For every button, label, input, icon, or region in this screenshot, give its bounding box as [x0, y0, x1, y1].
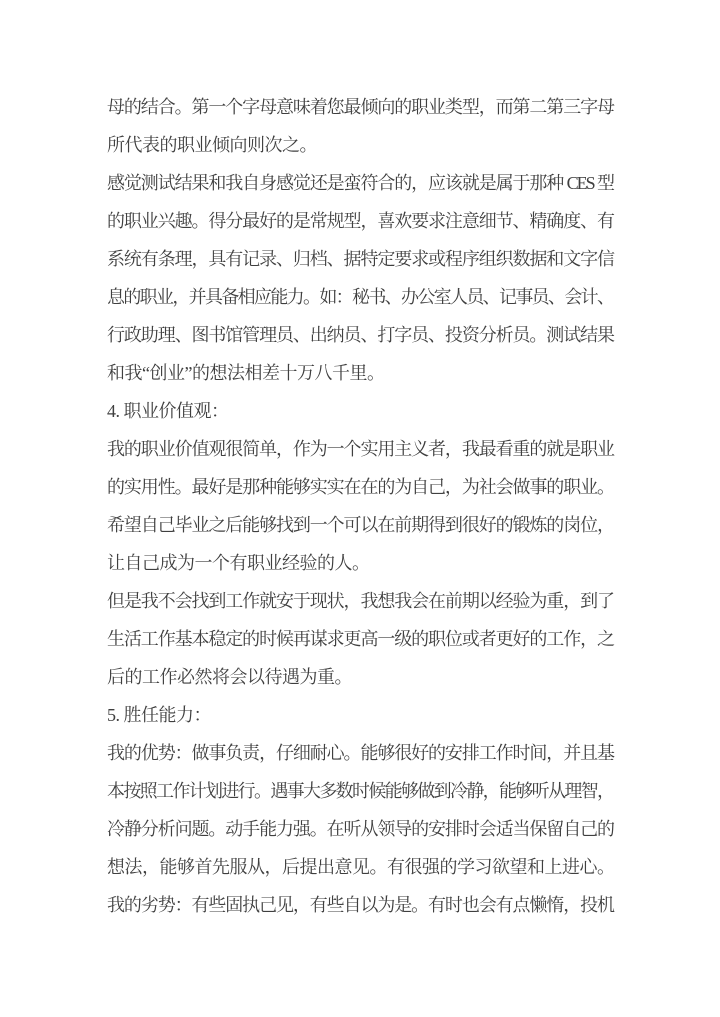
- document-line: 息的职业，并具备相应能力。如：秘书、办公室人员、记事员、会计、: [107, 287, 613, 307]
- document-line: 的实用性。最好是那种能够实实在在的为自己，为社会做事的职业。: [107, 477, 613, 497]
- document-line: 和我“创业”的想法相差十万八千里。: [107, 363, 385, 383]
- document-line: 冷静分析问题。动手能力强。在听从领导的安排时会适当保留自己的: [107, 819, 613, 839]
- document-line: 生活工作基本稳定的时候再谋求更高一级的职位或者更好的工作，之: [107, 629, 613, 649]
- document-line: 想法，能够首先服从，后提出意见。有很强的学习欲望和上进心。: [107, 857, 615, 877]
- document-line: 让自己成为一个有职业经验的人。: [107, 553, 370, 573]
- document-line: 感觉测试结果和我自身感觉还是蛮符合的，应该就是属于那种 CES 型: [107, 173, 613, 193]
- document-line: 所代表的职业倾向则次之。: [107, 135, 317, 155]
- document-line: 行政助理、图书馆管理员、出纳员、打字员、投资分析员。测试结果: [107, 325, 613, 345]
- document-line: 母的结合。第一个字母意味着您最倾向的职业类型，而第二第三字母: [107, 97, 613, 117]
- document-line: 但是我不会找到工作就安于现状，我想我会在前期以经验为重，到了: [107, 591, 613, 611]
- document-line: 本按照工作计划进行。遇事大多数时候能够做到冷静，能够听从理智，: [107, 781, 613, 801]
- document-text-block: [107, 88, 613, 924]
- document-line: 希望自己毕业之后能够找到一个可以在前期得到很好的锻炼的岗位，: [107, 515, 613, 535]
- section-heading: 4. 职业价值观：: [107, 401, 229, 421]
- document-line: 我的优势：做事负责，仔细耐心。能够很好的安排工作时间，并且基: [107, 743, 613, 763]
- document-line: 后的工作必然将会以待遇为重。: [107, 667, 352, 687]
- section-heading: 5. 胜任能力：: [107, 705, 211, 725]
- document-line: 系统有条理，具有记录、归档、据特定要求或程序组织数据和文字信: [107, 249, 613, 269]
- document-line: 我的劣势：有些固执己见，有些自以为是。有时也会有点懒惰，投机: [107, 895, 613, 915]
- document-line: 的职业兴趣。得分最好的是常规型，喜欢要求注意细节、精确度、有: [107, 211, 613, 231]
- document-line: 我的职业价值观很简单，作为一个实用主义者，我最看重的就是职业: [107, 439, 613, 459]
